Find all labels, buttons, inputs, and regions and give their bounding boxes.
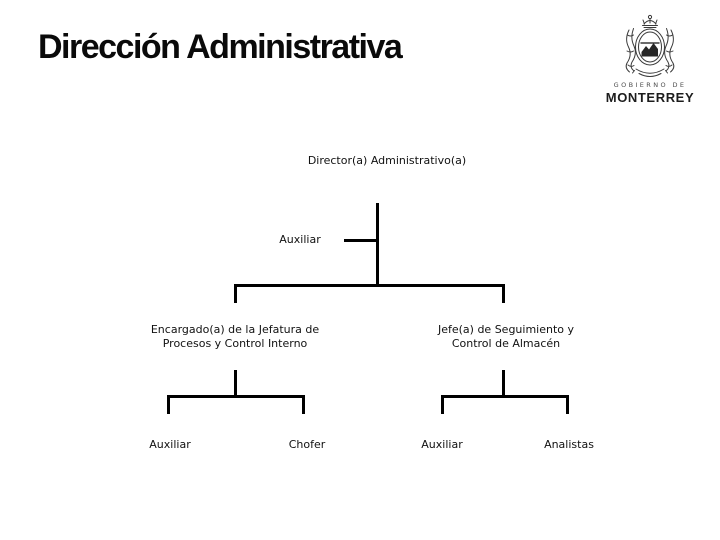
page-title: Dirección Administrativa [38,28,402,66]
connector-root-vertical [376,203,379,287]
logo-city-text: MONTERREY [605,90,695,105]
connector-right-sub-drop-a [441,395,444,414]
logo-government-text: GOBIERNO DE [613,81,687,89]
org-node-auxiliar-staff: Auxiliar [279,233,321,246]
org-node-encargado-line1: Encargado(a) de la Jefatura de [150,323,320,336]
connector-left-sub-horizontal [167,395,305,398]
org-node-encargado-line2: Procesos y Control Interno [162,336,308,350]
connector-left-sub-drop-a [167,395,170,414]
connector-right-branch-drop [502,284,505,303]
connector-left-branch-drop [234,284,237,303]
org-node-auxiliar-left: Auxiliar [149,438,191,451]
org-node-encargado-jefatura [135,323,335,350]
org-node-analistas: Analistas [544,438,594,451]
connector-left-sub-drop-b [302,395,305,414]
connector-right-sub-drop-b [566,395,569,414]
org-node-jefe-seguimiento [406,323,606,350]
connector-right-sub-horizontal [441,395,569,398]
org-node-auxiliar-right: Auxiliar [421,438,463,451]
connector-main-horizontal [234,284,505,287]
org-node-director: Director(a) Administrativo(a) [307,154,467,167]
connector-auxiliar-stub [344,239,377,242]
org-node-jefe-line2: Control de Almacén [451,336,561,350]
connector-right-sub-vertical [502,370,505,398]
org-node-chofer: Chofer [288,438,326,451]
connector-left-sub-vertical [234,370,237,398]
org-node-jefe-line1: Jefe(a) de Seguimiento y [437,323,575,336]
